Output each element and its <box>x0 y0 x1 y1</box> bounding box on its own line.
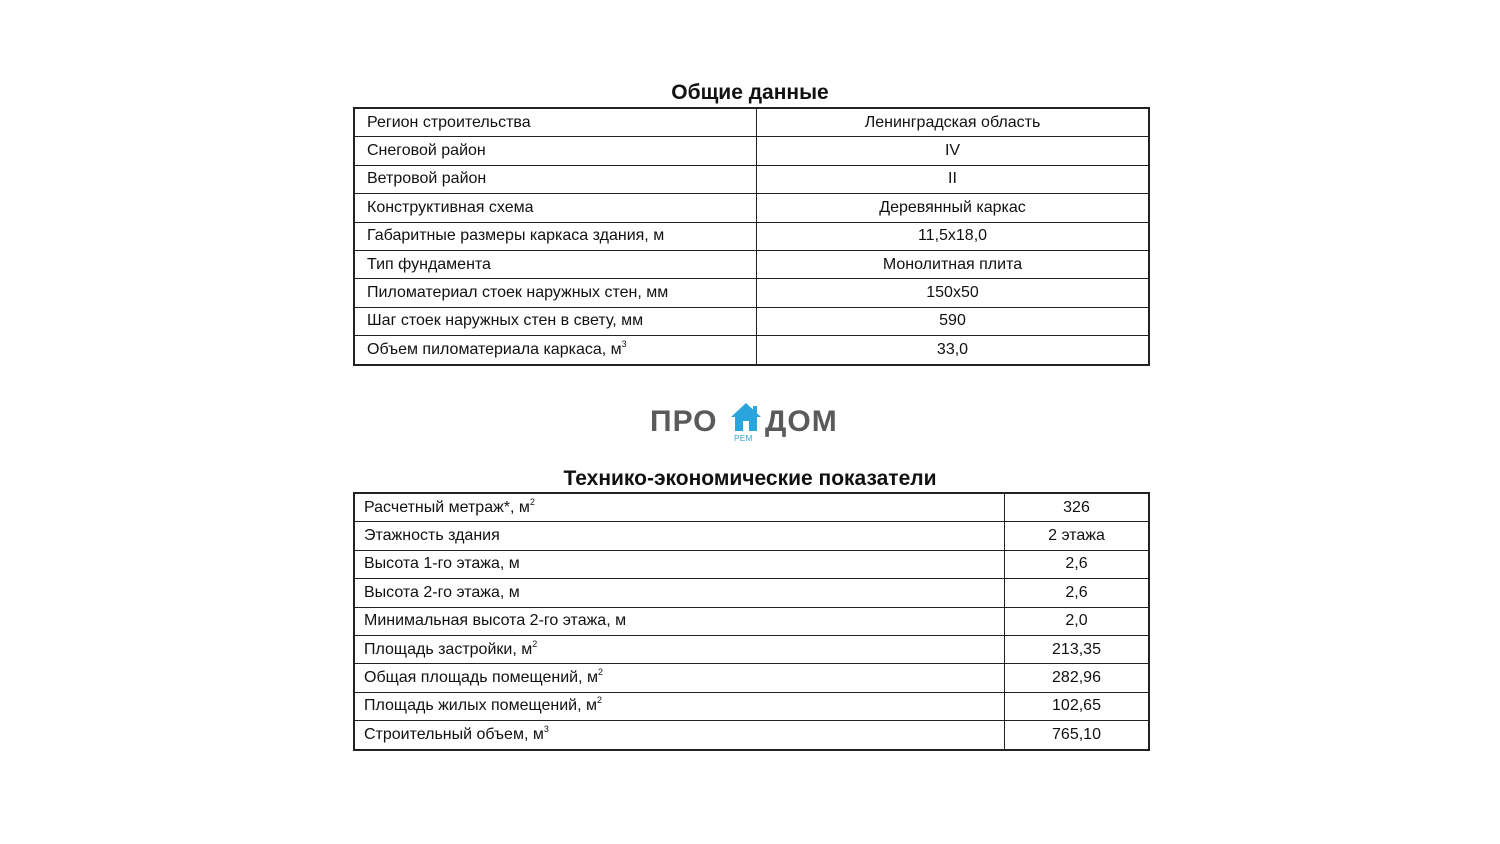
unit-superscript: 2 <box>532 638 538 649</box>
unit-superscript: 2 <box>597 667 603 678</box>
logo-word-dom: ДОМ <box>765 405 838 438</box>
prodom-logo <box>650 402 850 444</box>
tech-indicators-title: Технико-экономические показатели <box>563 467 937 490</box>
row-value: 590 <box>757 307 1150 335</box>
table-row <box>354 579 1149 607</box>
row-label: Регион строительства <box>354 108 757 137</box>
row-value: 326 <box>1005 493 1150 522</box>
unit-superscript: 2 <box>596 695 602 706</box>
table-row <box>354 108 1149 137</box>
row-value: 33,0 <box>757 336 1150 365</box>
row-value: 2,6 <box>1005 550 1150 578</box>
general-data-table <box>353 107 1150 366</box>
table-row <box>354 664 1149 692</box>
table-row <box>354 692 1149 720</box>
row-label-text: Расчетный метраж*, м <box>364 498 530 516</box>
row-label: Тип фундамента <box>354 250 757 278</box>
row-label <box>354 635 1005 663</box>
row-label: Высота 2-го этажа, м <box>354 579 1005 607</box>
tech-indicators-table <box>353 492 1150 751</box>
row-value: Монолитная плита <box>757 250 1150 278</box>
table-row <box>354 550 1149 578</box>
table-row <box>354 194 1149 222</box>
row-value: 2,6 <box>1005 579 1150 607</box>
table-row <box>354 493 1149 522</box>
table-row <box>354 607 1149 635</box>
row-label: Габаритные размеры каркаса здания, м <box>354 222 757 250</box>
row-label <box>354 336 757 365</box>
row-value: 102,65 <box>1005 692 1150 720</box>
row-value: Деревянный каркас <box>757 194 1150 222</box>
row-value: Ленинградская область <box>757 108 1150 137</box>
row-value: 213,35 <box>1005 635 1150 663</box>
logo-word-pro: ПРО <box>650 405 718 438</box>
row-label-text: Строительный объем, м <box>364 725 544 743</box>
table-row <box>354 250 1149 278</box>
unit-superscript: 3 <box>621 338 627 349</box>
row-label <box>354 692 1005 720</box>
row-label: Высота 1-го этажа, м <box>354 550 1005 578</box>
table-row <box>354 222 1149 250</box>
row-value: 765,10 <box>1005 721 1150 750</box>
unit-superscript: 2 <box>529 496 535 507</box>
house-icon <box>730 402 762 436</box>
row-label: Ветровой район <box>354 165 757 193</box>
logo-sub-text: РЕМ <box>734 434 753 443</box>
row-label <box>354 721 1005 750</box>
row-value: 150х50 <box>757 279 1150 307</box>
table-row <box>354 279 1149 307</box>
general-data-title: Общие данные <box>671 81 829 104</box>
row-label-text: Площадь застройки, м <box>364 640 533 658</box>
table-row <box>354 522 1149 550</box>
row-label: Минимальная высота 2-го этажа, м <box>354 607 1005 635</box>
table-row <box>354 721 1149 750</box>
row-label-text: Площадь жилых помещений, м <box>364 697 597 715</box>
row-label <box>354 664 1005 692</box>
row-label: Шаг стоек наружных стен в свету, мм <box>354 307 757 335</box>
row-label: Этажность здания <box>354 522 1005 550</box>
row-value: 2,0 <box>1005 607 1150 635</box>
table-row <box>354 165 1149 193</box>
row-value: IV <box>757 137 1150 165</box>
row-value: 282,96 <box>1005 664 1150 692</box>
table-row <box>354 137 1149 165</box>
row-value: 2 этажа <box>1005 522 1150 550</box>
row-label: Конструктивная схема <box>354 194 757 222</box>
table-row <box>354 336 1149 365</box>
table-row <box>354 307 1149 335</box>
row-label <box>354 493 1005 522</box>
row-label-text: Общая площадь помещений, м <box>364 669 598 687</box>
row-value: 11,5х18,0 <box>757 222 1150 250</box>
unit-superscript: 3 <box>543 723 549 734</box>
row-label-text: Объем пиломатериала каркаса, м <box>367 340 622 358</box>
cropped-footnote <box>360 752 980 756</box>
row-value: II <box>757 165 1150 193</box>
row-label: Снеговой район <box>354 137 757 165</box>
row-label: Пиломатериал стоек наружных стен, мм <box>354 279 757 307</box>
table-row <box>354 635 1149 663</box>
